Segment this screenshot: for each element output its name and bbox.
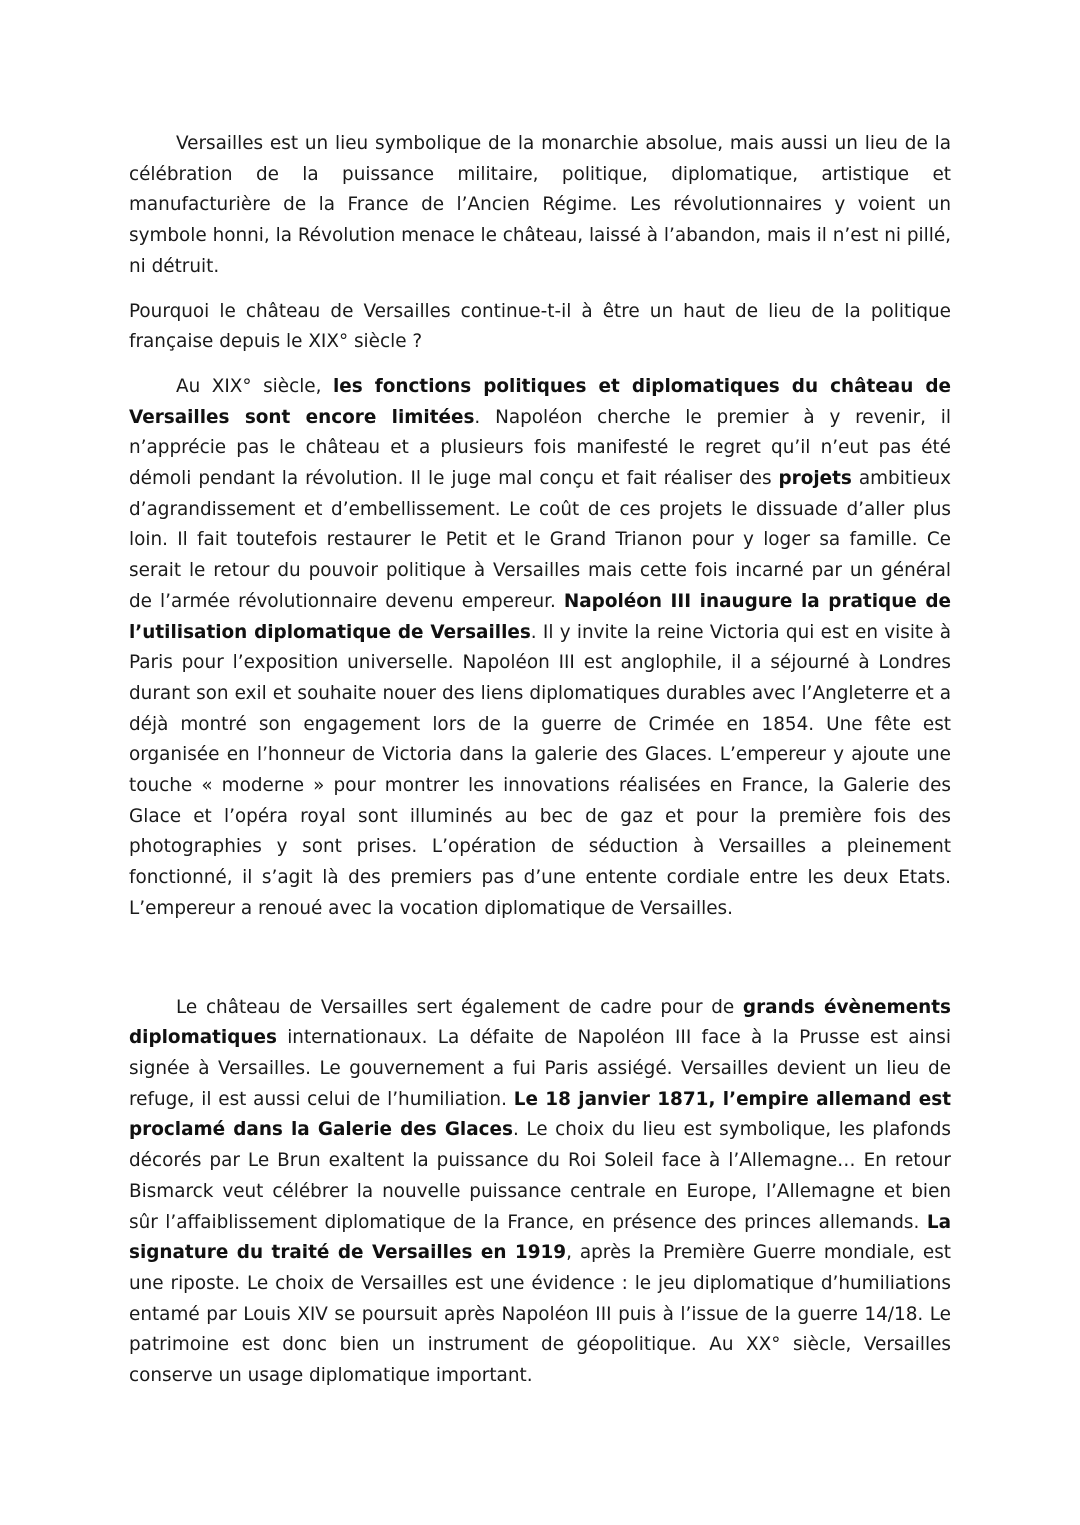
intro-paragraph: Versailles est un lieu symbolique de la monarchie absolue, mais aussi un lieu de la célébration de la puissance militaire, politique, diplomatique, artistique et manufacturière de la France de l’Ancien Régime. Les révolutionnaires y voient un symbole honni, la Révolution menace le château, laissé à l’abandon, mais il n’est ni pillé, ni détruit. (129, 133, 951, 277)
text-run: Au XIX° siècle, (176, 375, 333, 397)
bold-run: projets (778, 468, 852, 490)
document-page (129, 129, 951, 1392)
text-run: . Napoléon cherche le premier à y revenir, il n’apprécie pas le château et a plusieurs fois manifesté le regret qu’il n’eut pas été démoli pendant la révolution. Il le juge mal conçu et fait réaliser des (129, 406, 952, 490)
diplomatic-events-paragraph (129, 993, 951, 1392)
text-run: . Le choix du lieu est symbolique, les plafonds décorés par Le Brun exaltent la puissance du Roi Soleil face à l’Allemagne… En retour Bismarck veut célébrer la nouvelle puissance centrale en Europe, l’Allemagne et bien sûr l’affaiblissement diplomatique de la France, en présence des princes allemands. (129, 1119, 951, 1233)
text-run: . Il y invite la reine Victoria qui est en visite à Paris pour l’exposition universelle. Napoléon III est anglophile, il a séjourné à Londres durant son exil et souhaite nouer des liens diplomatiques durables avec l’Angleterre et a déjà montré son engagement lors de la guerre de Crimée en 1854. Une fête est organisée en l’honneur de Victoria dans la galerie des Glaces. L’empereur y ajoute une touche « moderne » pour montrer les innovations réalisées en France, la Galerie des Glace et l’opéra royal sont illuminés au bec de gaz et pour la première fois des photographies y sont prises. L’opération de séduction à Versailles a pleinement fonctionné, il s’agit là des premiers pas d’une entente cordiale entre les deux Etats. L’empereur a renoué avec la vocation diplomatique de Versailles. (129, 621, 951, 919)
bold-run: grands évènements diplomatiques (129, 996, 951, 1049)
text-run: , après la Première Guerre mondiale, est une riposte. Le choix de Versailles est une évidence : le jeu diplomatique d’humiliations entamé par Louis XIV se poursuit après Napoléon III puis à l’issue de la guerre 14/18. Le patrimoine est donc bien un instrument de géopolitique. Au XX° siècle, Versailles conserve un usage diplomatique important. (129, 1242, 952, 1387)
problem-question-paragraph: Pourquoi le château de Versailles continue-t-il à être un haut de lieu de la politique française depuis le XIX° siècle ? (129, 300, 951, 353)
text-run: Le château de Versailles sert également de cadre pour de (176, 996, 743, 1018)
bold-run: les fonctions politiques et diplomatiques du château de Versailles sont encore limitées (129, 375, 951, 428)
text-run: internationaux. La défaite de Napoléon III face à la Prusse est ainsi signée à Versailles. Le gouvernement a fui Paris assiégé. Versailles devient un lieu de refuge, il est aussi celui de l’humiliation. (129, 1027, 951, 1110)
text-run: ambitieux d’agrandissement et d’embellissement. Le coût de ces projets le dissuade d’aller plus loin. Il fait toutefois restaurer le Petit et le Grand Trianon pour y loger sa famille. Ce serait le retour du pouvoir politique à Versailles mais cette fois incarné par un général de l’armée révolutionnaire devenu empereur. (129, 468, 951, 612)
nineteenth-century-paragraph (129, 372, 951, 925)
bold-run: Le 18 janvier 1871, l’empire allemand est proclamé dans la Galerie des Glaces (129, 1088, 951, 1141)
bold-run: La signature du traité de Versailles en 1919 (129, 1211, 951, 1264)
bold-run: Napoléon III inaugure la pratique de l’utilisation diplomatique de Versailles (129, 590, 951, 643)
